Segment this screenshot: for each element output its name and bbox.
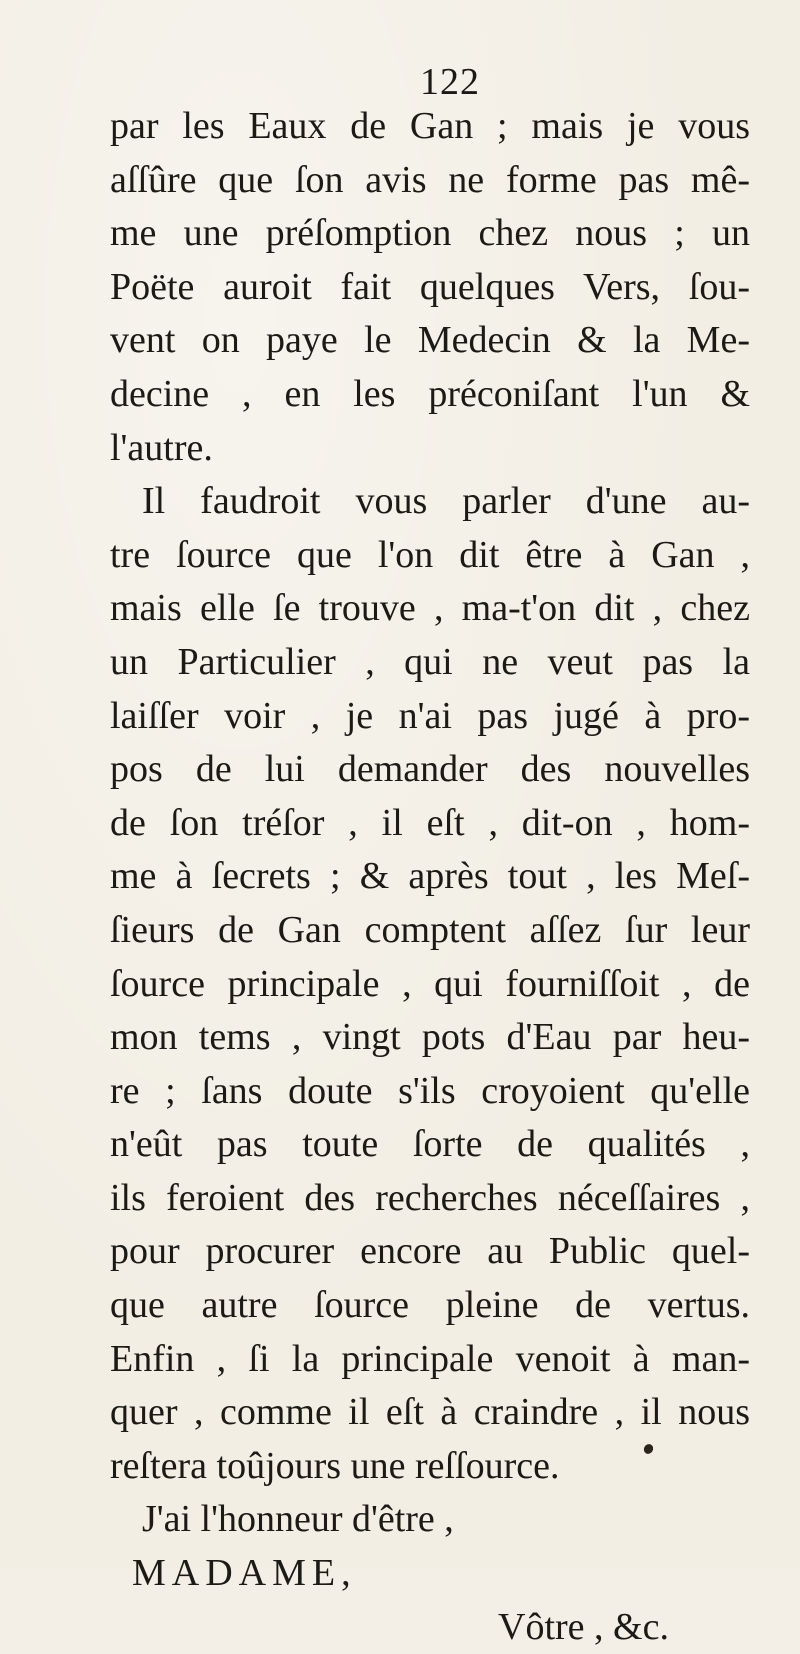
text-line: me une préſomption chez nous ; un bbox=[110, 212, 750, 255]
text-line: pos de lui demander des nouvelles bbox=[110, 748, 750, 791]
text-line: un Particulier , qui ne veut pas la bbox=[110, 640, 750, 683]
text-line: l'autre. bbox=[110, 426, 213, 469]
page-number: 122 bbox=[420, 61, 480, 103]
text-line: ils feroient des recherches néceſſaires , bbox=[110, 1176, 750, 1219]
text-line: mon tems , vingt pots d'Eau par heu- bbox=[110, 1016, 750, 1059]
text-line: decine , en les préconiſant l'un & bbox=[110, 372, 750, 415]
text-line: pour procurer encore au Public quel- bbox=[110, 1230, 750, 1273]
text-line: Poëte auroit fait quelques Vers, ſou- bbox=[110, 265, 750, 308]
text-line: de ſon tréſor , il eſt , dit-on , hom- bbox=[110, 801, 750, 844]
text-line: Il faudroit vous parler d'une au- bbox=[142, 480, 750, 523]
text-line: J'ai l'honneur d'être , bbox=[142, 1498, 454, 1541]
text-line: re ; ſans doute s'ils croyoient qu'elle bbox=[110, 1069, 750, 1112]
text-line: Enfin , ſi la principale venoit à man- bbox=[110, 1337, 750, 1380]
text-line: vent on paye le Medecin & la Me- bbox=[110, 319, 750, 362]
salutation: MADAME, bbox=[132, 1552, 357, 1595]
text-line: ſieurs de Gan comptent aſſez ſur leur bbox=[110, 908, 750, 951]
text-line: laiſſer voir , je n'ai pas jugé à pro- bbox=[110, 694, 750, 737]
text-line: que autre ſource pleine de vertus. bbox=[110, 1284, 750, 1327]
text-line: ſource principale , qui fourniſſoit , de bbox=[110, 962, 750, 1005]
text-line: mais elle ſe trouve , ma-t'on dit , chez bbox=[110, 587, 750, 630]
text-line: n'eût pas toute ſorte de qualités , bbox=[110, 1123, 750, 1166]
text-line: reſtera toûjours une reſſource. bbox=[110, 1444, 560, 1487]
body-text bbox=[110, 100, 750, 1654]
text-line: tre ſource que l'on dit être à Gan , bbox=[110, 533, 750, 576]
signoff: Vôtre , &c. bbox=[498, 1605, 669, 1648]
text-line: me à ſecrets ; & après tout , les Meſ- bbox=[110, 855, 750, 898]
text-line: quer , comme il eſt à craindre , il nous bbox=[110, 1391, 750, 1434]
text-line: par les Eaux de Gan ; mais je vous bbox=[110, 105, 750, 147]
text-line: aſſûre que ſon avis ne forme pas mê- bbox=[110, 158, 750, 201]
